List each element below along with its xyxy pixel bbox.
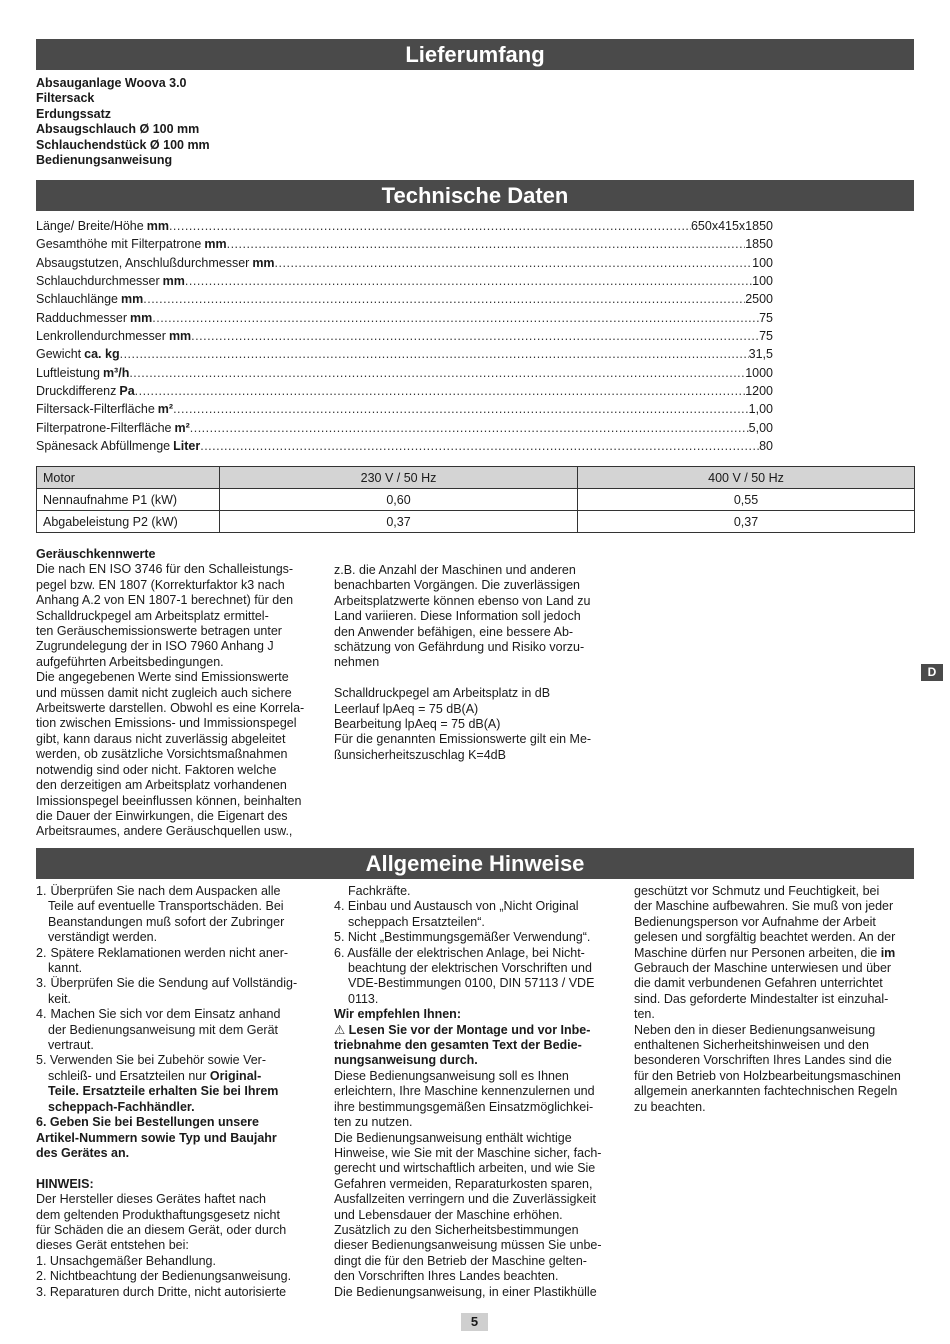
leader-dots — [227, 237, 746, 251]
text-line: gelesen und sorgfältig beachtet werden. An der — [634, 930, 896, 945]
text-line: Diese Bedienungsanweisung soll es Ihnen — [334, 1068, 569, 1083]
spec-unit: mm — [146, 219, 169, 233]
spec-unit: m² — [174, 420, 190, 435]
spec-row — [36, 402, 773, 420]
text-line: den Anwender befähigen, eine bessere Ab- — [334, 624, 574, 639]
text-line: Schalldruckpegel am Arbeitsplatz ermittel- — [36, 608, 269, 623]
spec-row — [36, 347, 773, 365]
text-line: dieser Bedienungsanweisung müssen Sie unbe- — [334, 1238, 602, 1253]
list-item — [36, 976, 326, 1007]
spec-row — [36, 329, 773, 347]
noise-column-1 — [36, 547, 326, 840]
text-line — [334, 671, 624, 686]
list-item-text: schleiß- und Ersatzteilen nur — [48, 1068, 210, 1083]
spec-value: 75 — [759, 310, 773, 325]
list-item-text: der Bedienungsanweisung mit dem Gerät — [48, 1022, 278, 1037]
hinweis-heading: HINWEIS: — [36, 1176, 94, 1191]
list-item-text: Teile. Ersatzteile erhalten Sie bei Ihrem — [48, 1084, 279, 1099]
text-line: schätzung von Gefährdung und Risiko vorzu- — [334, 640, 585, 655]
text-line: Die angegebenen Werte sind Emissionswerte — [36, 670, 289, 685]
leader-dots — [152, 311, 759, 325]
text-line: Arbeitsplatzwerte können ebenso von Land zu — [334, 593, 591, 608]
motor-table — [36, 466, 915, 533]
text-line: werden, ob zusätzliche Vorsichtsmaßnahmen — [36, 747, 288, 762]
leader-dots — [143, 292, 745, 306]
list-item-text: vertraut. — [48, 1038, 94, 1053]
list-item-text: Überprüfen Sie die Sendung auf Vollständig- — [50, 976, 298, 991]
text-line: beachtung der elektrischen Vorschriften und — [348, 961, 592, 976]
scope-item: Schlauchendstück Ø 100 mm — [36, 137, 210, 152]
leader-dots — [200, 439, 759, 453]
list-item-text: Beanstandungen muß sofort der Zubringer — [48, 914, 285, 929]
spec-value: 1850 — [745, 237, 773, 252]
spec-label: Lenkrollendurchmesser — [36, 329, 166, 344]
spec-row — [36, 274, 773, 292]
text-line: 2. Nichtbeachtung der Bedienungsanweisung. — [36, 1269, 292, 1284]
spec-unit: Pa — [119, 384, 135, 399]
page-number: 5 — [461, 1313, 488, 1331]
spec-label: Gesamthöhe mit Filterpatrone — [36, 237, 202, 252]
spec-row — [36, 311, 773, 329]
text-line: pegel bzw. EN 1807 (Korrekturfaktor k3 nach — [36, 577, 285, 592]
text-line: Ausfallzeiten verringern und die Zuverlässigkeit — [334, 1192, 596, 1207]
scope-item: Absaugschlauch Ø 100 mm — [36, 122, 200, 137]
header-cell: 230 V / 50 Hz — [220, 467, 578, 489]
section-title-specs: Technische Daten — [36, 180, 914, 211]
scope-item: Absauganlage Woova 3.0 — [36, 76, 187, 90]
text-line: ßunsicherheitszuschlag K=4dB — [334, 747, 506, 762]
scope-item: Erdungssatz — [36, 106, 112, 121]
text-line: im — [880, 945, 896, 960]
text-line: zu beachten. — [634, 1099, 706, 1114]
text-line: Fachkräfte. — [348, 884, 411, 898]
leader-dots — [185, 274, 752, 288]
list-item-text: scheppach-Fachhändler. — [48, 1099, 195, 1114]
text-line: und müssen damit nicht zugleich auch sichere — [36, 685, 292, 700]
motor-table-header — [37, 467, 915, 489]
text-line: nungsanweisung durch. — [334, 1053, 478, 1068]
list-item — [36, 946, 326, 977]
spec-value: 1000 — [745, 365, 773, 380]
text-line: der Maschine aufbewahren. Sie muß von jeder — [634, 899, 894, 914]
spec-label: Druckdifferenz — [36, 384, 117, 399]
spec-unit: mm — [168, 329, 192, 344]
spec-label: Länge/ Breite/Höhe — [36, 219, 144, 233]
text-line: dingt die für den Betrieb der Maschine gelten- — [334, 1253, 587, 1268]
text-line: und Lebensdauer der Maschine erhöhen. — [334, 1207, 563, 1222]
section-title-general: Allgemeine Hinweise — [36, 848, 914, 879]
spec-row — [36, 237, 773, 255]
list-number: 3. — [36, 976, 47, 991]
text-line: 0113. — [348, 991, 379, 1006]
noise-column-2 — [334, 563, 624, 763]
text-line: aufgeführten Arbeitsbedingungen. — [36, 654, 224, 669]
spec-value: 1200 — [745, 384, 773, 399]
spec-unit: mm — [204, 237, 227, 252]
text-line: besonderen Vorschriften Ihres Landes sind die — [634, 1053, 892, 1068]
list-number: 2. — [36, 945, 47, 960]
spec-row — [36, 292, 773, 310]
spec-row — [36, 384, 773, 402]
text-line: nehmen — [334, 655, 380, 670]
table-row — [37, 489, 915, 511]
text-line: ten Geräuschemissionswerte betragen unter — [36, 624, 282, 639]
text-line: Schalldruckpegel am Arbeitsplatz in dB — [334, 686, 551, 701]
text-line: scheppach Ersatzteilen“. — [348, 914, 485, 929]
spec-value: 100 — [752, 274, 773, 289]
scope-item: Filtersack — [36, 91, 95, 106]
text-line: dem geltenden Produkthaftungsgesetz nicht — [36, 1207, 280, 1222]
text-line: enthaltenen Sicherheitshinweisen und den — [634, 1038, 869, 1053]
spec-label: Filterpatrone-Filterfläche — [36, 420, 172, 435]
text-line: Anhang A.2 von EN 1807-1 berechnet) für den — [36, 593, 294, 608]
spec-label: Schlauchdurchmesser — [36, 274, 160, 289]
text-line: Für die genannten Emissionswerte gilt ein Me- — [334, 732, 592, 747]
text-line: ⚠ Lesen Sie vor der Montage und vor Inbe- — [334, 1022, 591, 1037]
leader-dots — [129, 366, 745, 380]
text-line: gerecht und wirtschaftlich arbeiten, und wie Sie — [334, 1161, 596, 1176]
table-cell: 0,60 — [220, 489, 578, 511]
list-item-text: 5. Verwenden Sie bei Zubehör sowie Ver- — [36, 1053, 266, 1068]
spec-label: Radduchmesser — [36, 310, 128, 325]
table-row — [37, 511, 915, 533]
text-line: Die nach EN ISO 3746 für den Schalleistungs- — [36, 562, 294, 577]
spec-row — [36, 439, 773, 457]
table-cell: 0,37 — [220, 511, 578, 533]
leader-dots — [191, 329, 759, 343]
spec-row — [36, 421, 773, 439]
table-cell: Abgabeleistung P2 (kW) — [37, 511, 220, 533]
general-column-2 — [334, 884, 624, 1300]
spec-value: 80 — [759, 439, 773, 454]
table-cell: 0,37 — [578, 511, 915, 533]
text-line: 4. Einbau und Austausch von „Nicht Original — [334, 899, 579, 914]
text-line: geschützt vor Schmutz und Feuchtigkeit, bei — [634, 884, 880, 898]
text-line: für den Betrieb von Holzbearbeitungsmaschinen — [634, 1068, 901, 1083]
list-item-text: verständigt werden. — [48, 930, 158, 945]
spec-unit: mm — [121, 292, 144, 307]
text-line: Neben den in dieser Bedienungsanweisung — [634, 1022, 876, 1037]
spec-unit: m² — [157, 402, 174, 417]
text-line: 6. Ausfälle der elektrischen Anlage, bei Nicht- — [334, 945, 585, 960]
text-line: 1. Unsachgemäßer Behandlung. — [36, 1253, 216, 1268]
spec-value: 2500 — [745, 292, 773, 307]
header-cell: 400 V / 50 Hz — [578, 467, 915, 489]
text-line: die damit verbundenen Gefahren unterrichtet — [634, 976, 883, 991]
text-line: die Dauer der Einwirkungen, die Eigenart des — [36, 808, 288, 823]
text-line: 5. Nicht „Bestimmungsgemäßer Verwendung“. — [334, 930, 591, 945]
spec-value: 31,5 — [748, 347, 773, 362]
text-line: VDE-Bestimmungen 0100, DIN 57113 / VDE — [348, 976, 595, 991]
text-line: den derzeitigen am Arbeitsplatz vorhandenen — [36, 778, 287, 793]
table-cell: Nennaufnahme P1 (kW) — [37, 489, 220, 511]
text-line: tion zwischen Emissions- und Immissionspegel — [36, 716, 297, 731]
list-item-text: kannt. — [48, 961, 83, 976]
table-cell: 0,55 — [578, 489, 915, 511]
spec-label: Luftleistung — [36, 365, 100, 380]
text-line: triebnahme den gesamten Text der Bedie- — [334, 1038, 582, 1053]
text-line: Leerlauf lpAeq = 75 dB(A) — [334, 701, 479, 716]
spec-unit: mm — [252, 255, 275, 270]
text-line: ten zu nutzen. — [334, 1115, 413, 1130]
list-item — [36, 884, 326, 946]
list-item-text: Original- — [209, 1068, 262, 1083]
spec-label: Schlauchlänge — [36, 292, 119, 307]
header-cell: Motor — [37, 467, 220, 489]
spec-value: 75 — [759, 329, 773, 344]
noise-heading: Geräuschkennwerte — [36, 547, 156, 561]
text-line: allgemein anerkannten fachtechnischen Regeln — [634, 1084, 898, 1099]
spec-row — [36, 219, 773, 237]
text-line: Zusätzlich zu den Sicherheitsbestimmungen — [334, 1222, 579, 1237]
text-line: gibt, kann daraus nicht zuverlässig abgeleitet — [36, 731, 286, 746]
text-line: Bedienungsperson vor Aufnahme der Arbeit — [634, 914, 876, 929]
text-line: notwendig sind oder nicht. Faktoren welche — [36, 762, 277, 777]
text-line: Der Hersteller dieses Gerätes haftet nach — [36, 1192, 266, 1207]
list-number: 1. — [36, 884, 47, 898]
text-line: des Gerätes an. — [36, 1145, 130, 1160]
text-line: Hinweise, wie Sie mit der Maschine sicher, fach- — [334, 1145, 602, 1160]
text-line: für Schäden die an diesem Gerät, oder durch — [36, 1222, 287, 1237]
leader-dots — [190, 421, 749, 435]
text-line: benachbarten Vorgängen. Die zuverlässigen — [334, 578, 581, 593]
spec-unit: mm — [162, 274, 185, 289]
spec-unit: ca. kg — [84, 347, 120, 362]
spec-label: Absaugstutzen, Anschlußdurchmesser — [36, 255, 250, 270]
list-item-text: Teile auf eventuelle Transportschäden. Bei — [48, 899, 284, 914]
list-item-text: keit. — [48, 991, 71, 1006]
text-line: Land variieren. Diese Information soll jedoch — [334, 609, 581, 624]
spec-unit: mm — [130, 310, 153, 325]
text-line: erleichtern, Ihre Maschine kennenzulernen und — [334, 1084, 595, 1099]
text-line: Arbeitsraumes, andere Geräuschquellen usw., — [36, 824, 293, 839]
spec-label: Filtersack-Filterfläche — [36, 402, 155, 417]
text-line: 3. Reparaturen durch Dritte, nicht autorisierte — [36, 1284, 287, 1299]
list-item — [36, 1007, 326, 1053]
text-line: dieses Gerät entstehen bei: — [36, 1238, 189, 1253]
spec-unit: m³/h — [102, 365, 130, 380]
spec-value: 5,00 — [748, 420, 773, 435]
leader-dots — [120, 347, 749, 361]
text-line: Imissionspegel beeinflussen können, beinhalten — [36, 793, 302, 808]
spec-list — [36, 219, 773, 457]
text-line: Arbeitswerte darstellen. Obwohl es eine Korrela- — [36, 701, 305, 716]
spec-value: 1,00 — [748, 402, 773, 417]
language-tab: D — [921, 664, 943, 681]
leader-dots — [173, 402, 749, 416]
text-line: ihre bestimmungsgemäßen Einsatzmöglichkei- — [334, 1099, 594, 1114]
list-item-text: Machen Sie sich vor dem Einsatz anhand — [50, 1007, 281, 1022]
text-line: Die Bedienungsanweisung enthält wichtige — [334, 1130, 572, 1145]
scope-list — [36, 76, 210, 168]
spec-label: Spänesack Abfüllmenge — [36, 439, 171, 454]
spec-unit: Liter — [173, 439, 201, 454]
text-line: z.B. die Anzahl der Maschinen und anderen — [334, 563, 576, 577]
text-line: Gefahren vermeiden, Reparaturkosten sparen, — [334, 1176, 593, 1191]
general-column-3 — [634, 884, 924, 1115]
text-line: Zugrundelegung der in ISO 7960 Anhang J — [36, 639, 274, 654]
list-item-text: Spätere Reklamationen werden nicht aner- — [50, 945, 289, 960]
text-line: Maschine dürfen nur Personen arbeiten, die — [634, 945, 881, 960]
leader-dots — [135, 384, 746, 398]
spec-row — [36, 366, 773, 384]
text-line: Gebrauch der Maschine unterwiesen und über — [634, 961, 892, 976]
section-title-scope: Lieferumfang — [36, 39, 914, 70]
text-line: Bearbeitung lpAeq = 75 dB(A) — [334, 717, 501, 732]
text-line: den Vorschriften Ihres Landes beachten. — [334, 1269, 559, 1284]
spec-value: 650x415x1850 — [690, 219, 773, 233]
spec-row — [36, 256, 773, 274]
spec-value: 100 — [752, 255, 773, 270]
text-line: sind. Das geforderte Mindestalter ist einzuhal- — [634, 991, 889, 1006]
scope-item: Bedienungsanweisung — [36, 153, 173, 168]
spec-label: Gewicht — [36, 347, 82, 362]
list-number: 4. — [36, 1007, 47, 1022]
leader-dots — [275, 256, 753, 270]
general-column-1 — [36, 884, 326, 1300]
text-line: 6. Geben Sie bei Bestellungen unsere — [36, 1115, 259, 1130]
recommend-heading: Wir empfehlen Ihnen: — [334, 1007, 461, 1022]
text-line: ten. — [634, 1007, 655, 1022]
text-line: Die Bedienungsanweisung, in einer Plastikhülle — [334, 1284, 597, 1299]
list-item-text: Überprüfen Sie nach dem Auspacken alle — [50, 884, 281, 898]
text-line: Artikel-Nummern sowie Typ und Baujahr — [36, 1130, 277, 1145]
leader-dots — [169, 219, 691, 233]
